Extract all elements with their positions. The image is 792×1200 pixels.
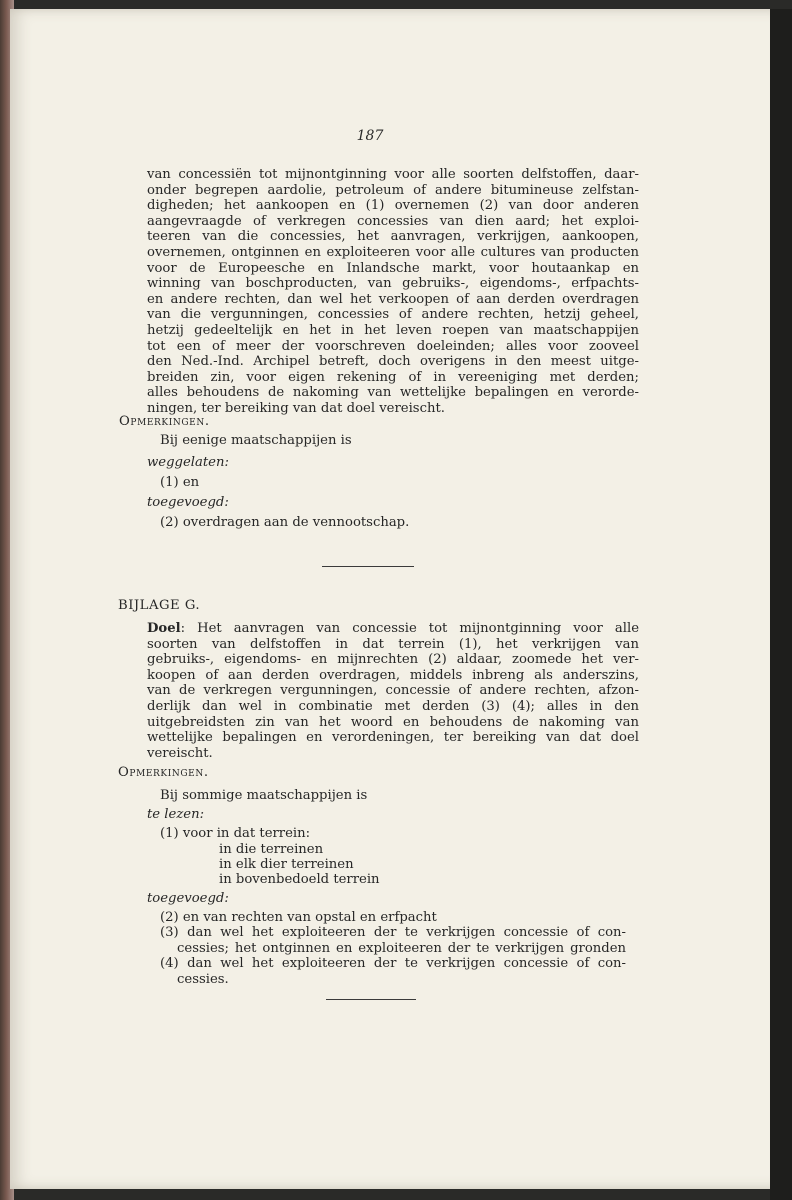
text-line: Doel: Het aanvragen van concessie tot mijnontginning voor alle bbox=[147, 621, 639, 636]
text-line bbox=[160, 941, 626, 957]
added-item: (2) overdragen aan de vennootschap. bbox=[160, 515, 410, 530]
text-line: ningen, ter bereiking van dat doel vereischt. bbox=[147, 400, 445, 416]
section-divider bbox=[322, 566, 414, 567]
read-alternative: in bovenbedoeld terrein bbox=[219, 872, 380, 887]
annex-title: BIJLAGE G. bbox=[118, 598, 201, 613]
text-line: koopen of aan derden overdragen, middels inbreng als anderszins, bbox=[147, 667, 639, 683]
omitted-item: (1) en bbox=[160, 475, 200, 490]
added-item: (2) en van rechten van opstal en erfpacht bbox=[160, 910, 437, 925]
text-line: voor de Europeesche en Inlandsche markt, voor houtaankap en bbox=[147, 260, 639, 276]
text-line: winning van boschproducten, van gebruiks-, eigendoms-, erfpachts- bbox=[147, 276, 639, 292]
text-line bbox=[160, 972, 626, 988]
text-line: overnemen, ontginnen en exploiteeren voor alle cultures van producten bbox=[147, 244, 639, 260]
text-line: van die vergunningen, concessies of andere rechten, hetzij geheel, bbox=[147, 307, 639, 323]
read-item: (1) voor in dat terrein: bbox=[160, 826, 311, 841]
text-line: gebruiks-, eigendoms- en mijnrechten (2) aldaar, zoomede het ver- bbox=[147, 652, 639, 668]
text-line: soorten van delfstoffen in dat terrein (1), het verkrijgen van bbox=[147, 636, 639, 652]
text-line: derlijk dan wel in combinatie met derden (3) (4); alles in den bbox=[147, 698, 639, 714]
added-item bbox=[160, 956, 626, 987]
read-label: te lezen: bbox=[147, 807, 205, 822]
text-line: tot een of meer der voorschreven doeleinden; alles voor zooveel bbox=[147, 338, 639, 354]
read-alternative: in die terreinen bbox=[219, 842, 324, 857]
text-line: hetzij gedeeltelijk en het in het leven roepen van maatschappijen bbox=[147, 322, 639, 338]
remarks-intro: Bij sommige maatschappijen is bbox=[160, 788, 368, 803]
text-line: van de verkregen vergunningen, concessie of andere rechten, afzon- bbox=[147, 683, 639, 699]
text-line: den Ned.-Ind. Archipel betreft, doch overigens in den meest uitge- bbox=[147, 354, 639, 370]
omitted-label: weggelaten: bbox=[147, 455, 229, 470]
text-line: aangevraagde of verkregen concessies van dien aard; het exploi- bbox=[147, 213, 639, 229]
remarks-heading: Opmerkingen. bbox=[119, 414, 210, 429]
text-line: vereischt. bbox=[147, 745, 213, 761]
text-line: breiden zin, voor eigen rekening of in vereeniging met derden; bbox=[147, 369, 639, 385]
added-label: toegevoegd: bbox=[147, 891, 229, 906]
text-line: wettelijke bepalingen en verordeningen, ter bereiking van dat doel bbox=[147, 730, 639, 746]
text-line: teeren van die concessies, het aanvragen, verkrijgen, aankoopen, bbox=[147, 229, 639, 245]
text-line: uitgebreidsten zin van het woord en behoudens de nakoming van bbox=[147, 714, 639, 730]
text-line: van concessiën tot mijnontginning voor alle soorten delfstoffen, daar- bbox=[147, 167, 639, 182]
page-edge-shadow bbox=[770, 9, 792, 1200]
text-segment: Het aanvragen van concessie tot mijnontginning voor alle bbox=[197, 621, 639, 636]
page-number: 187 bbox=[356, 128, 384, 144]
text-line: onder begrepen aardolie, petroleum of andere bitumineuse zelfstan- bbox=[147, 182, 639, 198]
annex-lead: Doel bbox=[147, 621, 181, 636]
text-line: alles behoudens de nakoming van wettelijke bepalingen en verorde- bbox=[147, 385, 639, 401]
text-line: (3) dan wel het exploiteeren der te verkrijgen concessie of con- bbox=[160, 925, 626, 940]
text-segment: cessies; het ontginnen en exploiteeren der te verkrijgen gronden bbox=[177, 940, 626, 956]
text-segment: cessies. bbox=[177, 971, 229, 987]
text-line: en andere rechten, dan wel het verkoopen of aan derden overdragen bbox=[147, 291, 639, 307]
added-item bbox=[160, 925, 626, 956]
remarks-intro: Bij eenige maatschappijen is bbox=[160, 433, 352, 448]
section-divider bbox=[326, 999, 416, 1000]
text-line: digheden; het aankoopen en (1) overnemen (2) van door anderen bbox=[147, 198, 639, 214]
annex-paragraph bbox=[147, 621, 639, 761]
read-alternative: in elk dier terreinen bbox=[219, 857, 354, 872]
remarks-heading: Opmerkingen. bbox=[118, 765, 209, 780]
article-paragraph bbox=[147, 167, 639, 417]
text-line: (4) dan wel het exploiteeren der te verkrijgen concessie of con- bbox=[160, 956, 626, 971]
added-label: toegevoegd: bbox=[147, 495, 229, 510]
